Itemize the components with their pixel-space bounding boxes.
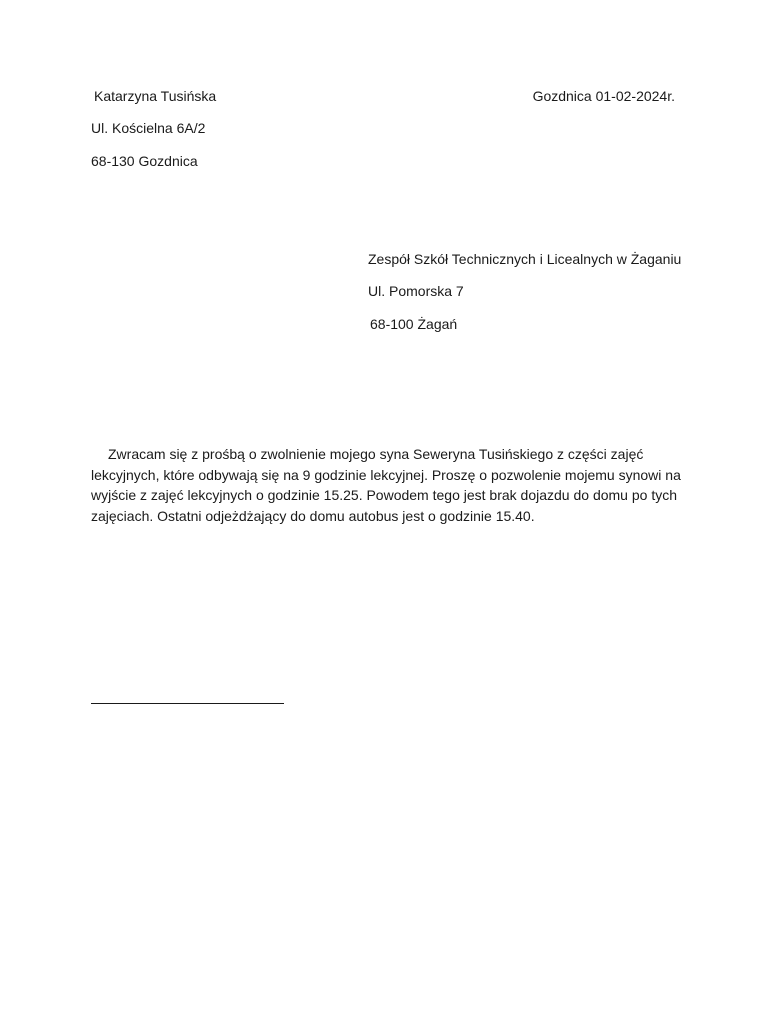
sender-city: 68-130 Gozdnica [91,153,198,169]
letter-body: Zwracam się z prośbą o zwolnienie mojego syna Seweryna Tusińskiego z części zajęć lekcyjnych, które odbywają się na 9 godzinie lekcyjnej. Proszę o pozwolenie mojemu synowi na wyjście z zajęć lekcyjnych o godzinie 15.25. Powodem tego jest brak dojazdu do domu po tych zajęciach. Ostatni odjeżdżający do domu autobus jest o godzinie 15.40. [91,446,681,524]
letter-date: Gozdnica 01-02-2024r. [532,88,675,104]
recipient-street: Ul. Pomorska 7 [368,283,464,299]
signature-line [91,703,284,704]
sender-street: Ul. Kościelna 6A/2 [91,120,206,136]
recipient-city: 68-100 Żagań [370,316,458,332]
sender-name: Katarzyna Tusińska [94,88,217,104]
recipient-name: Zespół Szkół Technicznych i Licealnych w Żaganiu [368,251,682,267]
